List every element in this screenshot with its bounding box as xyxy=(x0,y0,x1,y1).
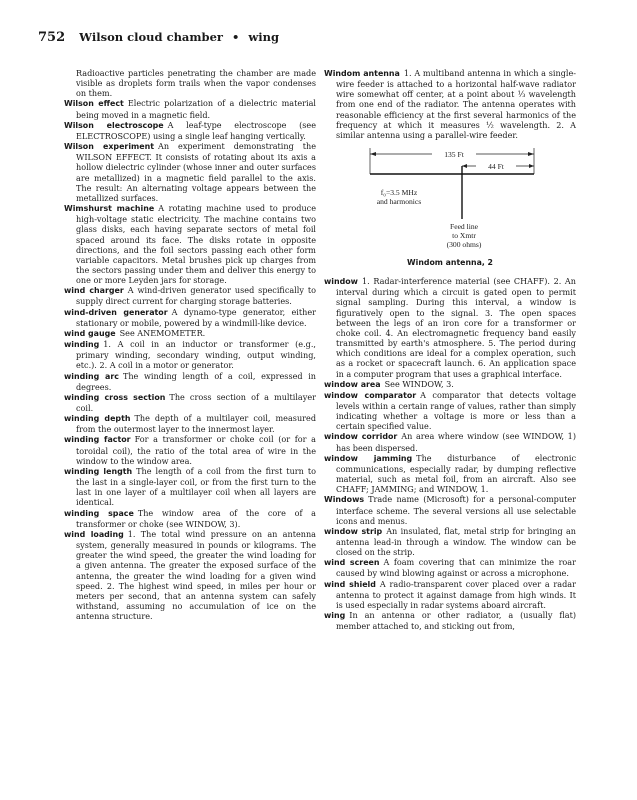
entry-term: winding arc xyxy=(64,371,119,381)
entry-definition: An experiment demonstrating the WILSON EFFECT. It consists of rotating about its axis a hollow dielectric cylinder (whose inner and outer surfaces are metallized) in a magnetic field parallel to the axis. The result: An alternating voltage appears between the metallized surfaces. xyxy=(76,141,316,203)
entry-term: window jamming xyxy=(324,453,413,463)
dictionary-entry xyxy=(64,285,316,306)
entry-definition: 1. Radar-interference material (see CHAFF). 2. An interval during which a circuit is gated open to permit signal sampling. During this interval, a window is figuratively open to the signal. 3. The open spaces between the legs of an iron core for a transformer or choke coil. 4. An electromagnetic frequency band easily transmitted by earth's atmosphere. 5. The period during which conditions are ideal for a complex operation, such as a rocket or spacecraft launch. 6. An application space in a computer program that uses a graphical interface. xyxy=(336,276,576,379)
dictionary-entry xyxy=(324,68,576,140)
entry-term: wind-driven generator xyxy=(64,307,168,317)
entry-term: wind charger xyxy=(64,286,124,296)
dictionary-entry xyxy=(64,141,316,203)
total-length-label: 135 Ft xyxy=(432,150,476,159)
entry-term: Windows xyxy=(324,495,365,505)
feed-line-text-3: (300 ohms) xyxy=(446,240,482,250)
dictionary-entry xyxy=(324,579,576,610)
entry-term: window strip xyxy=(324,526,383,536)
left-entry-list xyxy=(64,98,316,621)
entry-term: winding xyxy=(64,340,100,350)
entry-term: Windom antenna xyxy=(324,69,400,78)
feed-line-text-1: Feed line xyxy=(449,222,479,232)
dictionary-entry xyxy=(64,413,316,434)
feed-offset-label: 44 Ft xyxy=(476,162,516,171)
entry-term: winding factor xyxy=(64,435,131,445)
entry-definition: The disturbance of electronic communications, especially radar, by dumping reflective material, such as metal foil, from an aircraft. Also see CHAFF; JAMMING; and WINDOW, 1. xyxy=(336,452,576,495)
entry-term: Wimshurst machine xyxy=(64,204,155,214)
page-header xyxy=(38,30,279,45)
entry-definition: An area where window (see WINDOW, 1) has been dispersed. xyxy=(336,431,576,453)
entry-term: window corridor xyxy=(324,432,398,442)
offset-right-arrow xyxy=(529,164,534,168)
figure-caption: Windom antenna, 2 xyxy=(407,258,493,268)
entry-definition: A rotating machine used to produce high-voltage static electricity. The machine contains two glass disks, each having separate sectors of metal foil spaced around its face. The disks rotate in opposite directions, and the foil sectors passing each other form variable capacitors. Metal brushes pick up charges from the sectors passing under them and deliver this energy to one or more Leyden jars for storage. xyxy=(76,203,316,286)
entry-definition: A dynamo-type generator, either stationary or mobile, powered by a windmill-like device. xyxy=(76,306,316,328)
right-column xyxy=(324,68,576,631)
dictionary-entry xyxy=(324,390,576,432)
left-column xyxy=(64,68,316,621)
dictionary-entry xyxy=(324,557,576,578)
entry-definition: The window area of the core of a transformer or choke (see WINDOW, 3). xyxy=(76,507,316,529)
dictionary-entry xyxy=(64,307,316,328)
dictionary-entry xyxy=(324,431,576,452)
left-arrow xyxy=(370,152,376,156)
entry-definition: The cross section of a multilayer coil. xyxy=(76,391,316,413)
header-separator: • xyxy=(231,30,240,44)
page-number: 752 xyxy=(38,30,66,45)
entry-term: wind shield xyxy=(324,579,376,589)
entry-definition: 1. A multiband antenna in which a single-wire feeder is attached to a horizontal half-wave radiator wire somewhat off center, at a point about ⅓ wavelength from one end of the radiator. The antenna operates with reasonable efficiency at the first several harmonics of the frequency at which it measures ½ wavelength. 2. A similar antenna using a parallel-wire feeder. xyxy=(336,68,576,140)
entry-definition: A leaf-type electroscope (see ELECTROSCOPE) using a single leaf hanging vertically. xyxy=(76,119,316,141)
entry-definition: See ANEMOMETER. xyxy=(119,327,206,338)
entry-term: window xyxy=(324,277,358,287)
entry-definition: See WINDOW, 3. xyxy=(384,378,454,389)
feed-line-text-2: to Xmtr xyxy=(452,231,476,241)
dictionary-entry xyxy=(64,434,316,465)
right-arrow xyxy=(528,152,534,156)
frequency-line-2: and harmonics xyxy=(376,197,422,207)
dictionary-entry xyxy=(64,371,316,392)
entry-term: Wilson experiment xyxy=(64,142,154,152)
entry-term: Wilson effect xyxy=(64,99,124,109)
dictionary-entry xyxy=(64,203,316,285)
feed-line-label xyxy=(434,222,494,249)
dictionary-entry xyxy=(64,328,316,339)
dictionary-entry xyxy=(64,98,316,119)
entry-term: wind loading xyxy=(64,529,124,539)
dictionary-entry xyxy=(324,453,576,495)
entry-term: wind screen xyxy=(324,558,380,568)
dictionary-entry xyxy=(64,529,316,621)
dictionary-entry xyxy=(324,610,576,631)
entry-definition: A comparator that detects voltage levels within a certain range of values, rather than simply indicating whether a voltage is more or less than a certain specified value. xyxy=(336,389,576,432)
entry-definition: A wind-driven generator used specifically to supply direct current for charging storage batteries. xyxy=(76,285,316,307)
dictionary-entry xyxy=(64,339,316,370)
dictionary-entry xyxy=(324,276,576,379)
entry-definition: A foam covering that can minimize the roar caused by wind blowing against or across a microphone. xyxy=(336,557,576,579)
dictionary-entry xyxy=(64,120,316,141)
entry-term: window area xyxy=(324,379,381,389)
dictionary-entry xyxy=(324,494,576,525)
entry-term: winding space xyxy=(64,508,134,518)
dictionary-entry xyxy=(324,379,576,390)
right-entry-list-top xyxy=(324,68,576,140)
right-entry-list-bottom xyxy=(324,276,576,631)
entry-term: Wilson electroscope xyxy=(64,120,164,130)
entry-definition: In an antenna or other radiator, a (usually flat) member attached to, and sticking out from, xyxy=(336,610,576,632)
frequency-line-1: f₀=3.5 MHz xyxy=(380,188,418,198)
dictionary-entry xyxy=(324,526,576,557)
entry-definition: The length of a coil from the first turn to the last in a single-layer coil, or from the first turn to the last in one layer of a multilayer coil when all layers are identical. xyxy=(76,465,316,508)
entry-definition: A radio-transparent cover placed over a radar antenna to protect it against damage from high winds. It is used especially in radar systems aboard aircraft. xyxy=(336,578,576,610)
entry-definition: For a transformer or choke coil (or for a toroidal coil), the ratio of the total area of wire in the window to the window area. xyxy=(76,434,316,466)
dictionary-entry xyxy=(64,508,316,529)
entry-term: winding cross section xyxy=(64,392,166,402)
entry-term: window comparator xyxy=(324,390,417,400)
dictionary-entry xyxy=(64,466,316,508)
entry-term: wing xyxy=(324,611,346,621)
entry-term: winding depth xyxy=(64,414,131,424)
dictionary-entry xyxy=(64,392,316,413)
header-term-end: wing xyxy=(248,30,280,44)
entry-definition: Trade name (Microsoft) for a personal-computer interface scheme. The several versions all use selectable icons and menus. xyxy=(336,494,576,526)
entry-definition: 1. A coil in an inductor or transformer (e.g., primary winding, secondary winding, output winding, etc.). 2. A coil in a motor or generator. xyxy=(76,339,316,371)
frequency-label xyxy=(364,188,434,206)
continuation-text: Radioactive particles penetrating the chamber are made visible as droplets form trails when the vapor condenses on them. xyxy=(76,68,316,99)
header-term-start: Wilson cloud chamber xyxy=(79,30,223,44)
entry-definition: The depth of a multilayer coil, measured from the outermost layer to the innermost layer. xyxy=(76,413,317,435)
entry-term: winding length xyxy=(64,466,133,476)
entry-definition: Electric polarization of a dielectric material being moved in a magnetic field. xyxy=(76,98,316,120)
offset-left-arrow xyxy=(462,164,467,168)
entry-definition: The winding length of a coil, expressed in degrees. xyxy=(76,370,316,392)
entry-definition: 1. The total wind pressure on an antenna system, generally measured in pounds or kilograms. The greater the wind speed, the greater the wind loading for a given antenna. The greater the exposed surface of the antenna, the greater the wind loading for a given wind speed. 2. The highest wind speed, in miles per hour or meters per second, that an antenna system can safely withstand, assuming no accumulation of ice on the antenna structure. xyxy=(76,528,316,622)
entry-definition: An insulated, flat, metal strip for bringing an antenna lead-in through a window. The window can be closed on the strip. xyxy=(336,525,576,558)
windom-antenna-figure xyxy=(324,144,576,270)
entry-term: wind gauge xyxy=(64,328,116,338)
